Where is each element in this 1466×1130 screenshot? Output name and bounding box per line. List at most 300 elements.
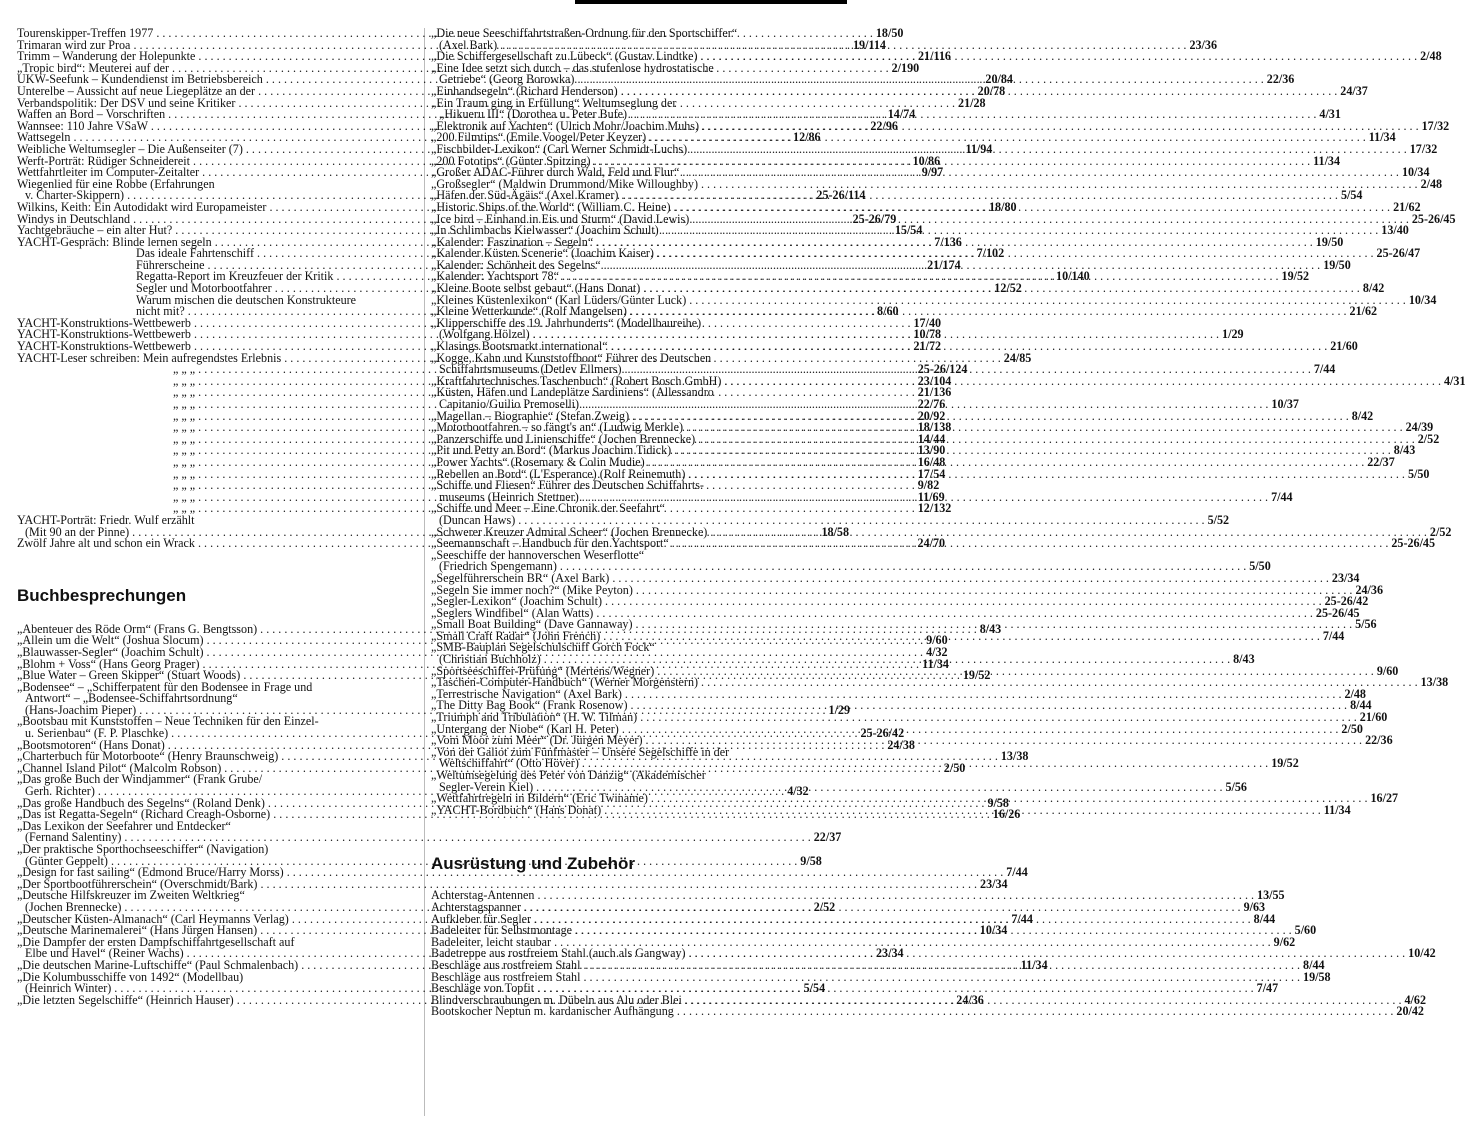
entry-title: Trimaran wird zur Proa . . . bbox=[17, 40, 850, 52]
entry-reference: 1/29 bbox=[1222, 327, 1244, 342]
entry-reference: 23/34 bbox=[1331, 570, 1360, 585]
entry-title-line: (Günter Geppelt) . . . bbox=[17, 856, 797, 868]
entry-reference: 22/36 bbox=[1266, 72, 1295, 87]
entry-title: Wilkins, Keith: Ein Autodidakt wird Europameister . . . bbox=[17, 202, 986, 214]
entry-title: „Die Schiffergesellschaft zu Lübeck“ (Gustav Lindtke) . . . bbox=[431, 51, 1417, 63]
entry-title-line: YACHT-Porträt: Friedr. Wulf erzählt bbox=[17, 512, 195, 527]
entry-title: „Blue Water – Green Skipper“ (Stuart Woods) . . . bbox=[17, 670, 960, 682]
entry-reference: 24/37 bbox=[1340, 83, 1368, 98]
entry-title: „Kleine Wetterkunde“ (Rolf Mangelsen) . . . bbox=[431, 306, 1347, 318]
entry-reference: 24/36 bbox=[956, 992, 984, 1007]
entry-title-line: „Der praktische Sporthochseeschiffer“ (Navigation) bbox=[17, 842, 269, 856]
entry-reference: 11/34 bbox=[1323, 802, 1351, 817]
entry-reference: 15/54 bbox=[894, 223, 923, 238]
entry-title: „ „ „ . . . bbox=[17, 411, 915, 423]
entry-reference: 4/32 bbox=[787, 784, 809, 799]
entry-title bbox=[431, 642, 1230, 665]
entry-title-line: Elbe und Havel“ (Reiner Wachs) . . . bbox=[17, 948, 873, 960]
entry-title-line: museums (Heinrich Stettner) . . . bbox=[431, 492, 1268, 504]
entry-reference: 23/104 bbox=[917, 373, 952, 388]
entry-title: Aufkleber für Segler . . . bbox=[431, 914, 1251, 926]
entry-title: „Ice bird – Einhand in Eis und Sturm“ (David Lewis) . . . bbox=[431, 214, 1409, 226]
top-rule bbox=[575, 0, 847, 4]
entry-reference: 8/42 bbox=[1351, 408, 1374, 423]
entry-title: „Panzerschiffe und Linienschiffe“ (Jochen Brennecke) . . . bbox=[431, 434, 1415, 446]
entry-title: Blindverschraubungen m. Dübeln aus Alu oder Blei . . . bbox=[431, 995, 1401, 1007]
entry-title: Wettfahrtleiter im Computer-Zeitalter . . . bbox=[17, 167, 919, 179]
entry-reference: 23/34 bbox=[876, 946, 904, 961]
entry-title: Unterelbe – Aussicht auf neue Liegeplätze an der . . . bbox=[17, 86, 975, 98]
entry-reference: 13/55 bbox=[1257, 888, 1285, 903]
entry-title-line: „Ein Traum ging in Erfüllung“ Weltumseglung der bbox=[431, 95, 677, 110]
entry-title-line: „Weltumsegelung des Peter von Danzig“ (Akademischer bbox=[431, 768, 706, 782]
entry-title: „Klasings Bootsmarkt international“ . . . bbox=[431, 341, 1327, 353]
entry-title-line: „Bodensee“ – „Schifferpatent für den Bodensee in Frage und bbox=[17, 679, 313, 694]
entry-title: UKW-Seefunk – Kundendienst im Betriebsbereich . . . bbox=[17, 74, 982, 86]
entry-title: „Wettfahrtregeln in Bildern“ (Eric Twiname) . . . bbox=[431, 793, 1367, 805]
entry-title-line: „Die Kolumbusschiffe von 1492“ (Modellbau) bbox=[17, 969, 244, 984]
entry-title-line: (Christian Buchholz) . . . bbox=[431, 654, 1230, 666]
entry-title: „Kalender: Faszination – Segeln“ . . . bbox=[431, 237, 1313, 249]
entry-title-line: „Das große Buch der Windjammer“ (Frank Grube/ bbox=[17, 772, 263, 787]
entry-reference: 2/48 bbox=[1344, 686, 1366, 701]
entry-title-line: (Heinrich Winter) . . . bbox=[17, 983, 801, 995]
entry-title: YACHT-Konstruktions-Wettbewerb . . . bbox=[17, 318, 911, 330]
entry-title-line: Getriebe“ (Georg Borowka) . . . bbox=[431, 74, 1264, 86]
entry-reference: 10/37 bbox=[1271, 397, 1299, 411]
entry-title: „YACHT-Bordbuch“ (Hans Donat) . . . bbox=[431, 805, 1321, 817]
entry-reference: 25-26/42 bbox=[1324, 594, 1369, 609]
entry-reference: 21/72 bbox=[913, 339, 942, 354]
entry-title-line: „Kogge, Kahn und Kunststoffboot“ Führer des Deutschen bbox=[431, 350, 712, 365]
entry-reference: 24/36 bbox=[1355, 582, 1383, 597]
entry-title: Achterstag-Antennen . . . bbox=[431, 890, 1254, 902]
entry-title bbox=[431, 387, 1268, 410]
entry-title: „ „ „ . . . bbox=[17, 399, 915, 411]
entry-title: Das ideale Fahrtenschiff . . . bbox=[17, 248, 974, 260]
entry-title: „Untergang der Niobe“ (Karl H. Peter) . . . bbox=[431, 724, 1338, 736]
entry-title-line: „Die Dampfer der ersten Dampfschiffahrtgesellschaft auf bbox=[17, 934, 295, 949]
entry-title-line: (Duncan Haws) . . . bbox=[431, 515, 1205, 527]
entry-title-line: Wiegenlied für eine Robbe (Erfahrungen bbox=[17, 176, 215, 191]
entry-reference: 25-26/124 bbox=[917, 362, 968, 377]
entry-title: „Kalender: Yachtsport 78“ . . . bbox=[431, 271, 1279, 283]
entry-title-line: „Seeschiffe der hannoverschen Weserflotte“ bbox=[431, 547, 645, 562]
entry-title: YACHT-Konstruktions-Wettbewerb . . . bbox=[17, 329, 911, 341]
entry-title: „Terrestrische Navigation“ (Axel Bark) . . . bbox=[431, 689, 1341, 701]
entry-title: Regatta-Report im Kreuzfeuer der Kritik . . . bbox=[17, 271, 1053, 283]
entry-reference: 8/44 bbox=[1253, 911, 1276, 926]
entry-title: „Elektronik auf Yachten“ (Ulrich Mohr/Joachim Muhs) . . . bbox=[431, 121, 1419, 133]
entry-reference: 9/58 bbox=[987, 795, 1009, 810]
entry-reference: 18/138 bbox=[917, 420, 952, 435]
entry-title-line: v. Charter-Skippern) . . . bbox=[17, 190, 813, 202]
entry-reference: 9/58 bbox=[800, 853, 822, 868]
entry-reference: 4/31 bbox=[1444, 373, 1466, 388]
entry-title: „ „ „ . . . bbox=[17, 422, 915, 434]
entry-title: „ „ „ . . . bbox=[17, 445, 915, 457]
entry-reference: 9/82 bbox=[917, 478, 940, 493]
entry-title: „Der Sportbootführerschein“ (Overschmidt/Bark) . . . bbox=[17, 879, 977, 891]
entry-title: „Seglers Windfibel“ (Alan Watts) . . . bbox=[431, 608, 1313, 620]
entry-reference: 11/34 bbox=[1020, 957, 1048, 972]
entry-reference: 19/52 bbox=[962, 668, 991, 683]
entry-title: Windys in Deutschland . . . bbox=[17, 214, 850, 226]
entry-reference: 19/50 bbox=[1315, 234, 1344, 249]
entry-title-line: „Schiffe und Meer – Eine Chronik der Seefahrt“ bbox=[431, 501, 665, 516]
entry-reference: 5/56 bbox=[1355, 617, 1377, 632]
entry-reference: 9/60 bbox=[926, 633, 948, 648]
entry-reference: 8/43 bbox=[1233, 652, 1255, 667]
entry-title: „Kleine Boote selbst gebaut“ (Hans Donat) . . . bbox=[431, 283, 1360, 295]
entry-title-line: Weltschiffahrt“ (Otto Höver) . . . bbox=[431, 758, 1268, 770]
entry-title: „200 Filmtips“ (Emile Voogel/Peter Keyzer) . . . bbox=[431, 132, 1366, 144]
entry-title-line: (Mit 90 an der Pinne) . . . bbox=[17, 527, 818, 539]
entry-reference: 24/85 bbox=[1003, 350, 1032, 365]
entry-title: „Blauwasser-Segler“ (Joachim Schult) . . . bbox=[17, 647, 923, 659]
entry-title: Verbandspolitik: Der DSV und seine Kritiker . . . bbox=[17, 98, 955, 110]
entry-reference: 2/50 bbox=[943, 760, 966, 775]
entry-reference: 8/43 bbox=[979, 621, 1002, 636]
entry-title: Segler und Motorbootfahrer . . . bbox=[17, 283, 991, 295]
entry-reference: 14/44 bbox=[917, 431, 946, 446]
entry-reference: 5/56 bbox=[1225, 779, 1247, 794]
entry-reference: 2/52 bbox=[1417, 431, 1440, 446]
entry-title: „Sportseeschiffer-Prüfung“ (Mertens/Wegner) . . . bbox=[431, 666, 1374, 678]
entry-title-line: „SMB-Bauplan Segelschulschiff Gorch Fock“ bbox=[431, 640, 655, 655]
entry-title: „ „ „ . . . bbox=[17, 434, 915, 446]
entry-reference: 4/32 bbox=[926, 644, 948, 659]
entry-title: „In Schlimbachs Kielwasser“ (Joachim Schult) . . . bbox=[431, 225, 1378, 237]
entry-title: „Deutsche Marinemalerei“ (Hans Jürgen Hansen) . . . bbox=[17, 925, 977, 937]
entry-reference: 5/50 bbox=[1407, 466, 1430, 481]
entry-title: „ „ „ . . . bbox=[17, 492, 915, 504]
entry-reference: 21/116 bbox=[917, 49, 951, 64]
entry-title: „Charterbuch für Motorboote“ (Henry Braunschweig) . . . bbox=[17, 751, 998, 763]
entry-reference: 24/39 bbox=[1405, 420, 1434, 435]
entry-title-line: Warum mischen die deutschen Konstrukteure bbox=[136, 292, 357, 307]
entry-title: „Design for fast sailing“ (Edmond Bruce/Harry Morss) . . . bbox=[17, 867, 1003, 879]
entry-title: „The Ditty Bag Book“ (Frank Rosenow) . . . bbox=[431, 700, 1347, 712]
entry-reference: 12/132 bbox=[917, 501, 952, 516]
entry-title: Beschläge aus rostfreiem Stahl . . . bbox=[431, 972, 1300, 984]
entry-title: Badeleiter für Selbstmontage . . . bbox=[431, 925, 1292, 937]
entry-reference: 11/69 bbox=[917, 489, 945, 504]
entry-title: „Einhandsegeln“ (Richard Henderson) . . . bbox=[431, 86, 1337, 98]
entry-reference: 25-26/45 bbox=[1411, 211, 1456, 226]
entry-title bbox=[431, 547, 1246, 574]
entry-title: „Vom Moor zum Meer“ (Dr. Jürgen Meyer) . . . bbox=[431, 735, 1362, 747]
entry-reference: 10/34 bbox=[1401, 165, 1430, 180]
entry-title-line: „Hikueru III“ (Dorothea u. Peter Bufe) . . . bbox=[431, 109, 1316, 121]
entry-title: „Kalender Küsten Scenerie“ (Joachim Kaiser) . . . bbox=[431, 248, 1374, 260]
entry-title-line: (Wolfgang Hölzel) . . . bbox=[431, 329, 1219, 341]
entry-reference: 2/50 bbox=[1341, 721, 1363, 736]
entry-title bbox=[431, 480, 1268, 503]
entry-reference: 11/34 bbox=[922, 656, 949, 671]
entry-reference: 16/48 bbox=[917, 454, 946, 469]
entry-reference: 21/62 bbox=[1393, 199, 1421, 214]
entry-title: „Die letzten Segelschiffe“ (Heinrich Hauser) . . . bbox=[17, 995, 953, 1007]
entry-title bbox=[431, 350, 1311, 377]
entry-reference: 22/76 bbox=[917, 397, 946, 411]
entry-reference: 16/27 bbox=[1370, 791, 1399, 806]
entry-title: Weibliche Weltumsegler – Die Außenseiter (7) . . . bbox=[17, 144, 962, 156]
entry-title-line: (Fernand Salentiny) . . . bbox=[17, 832, 811, 844]
entry-reference: 25-26/79 bbox=[852, 211, 897, 226]
entry-reference: 20/92 bbox=[917, 408, 946, 423]
entry-title: „Small Craft Radar“ (John French) . . . bbox=[431, 631, 1320, 643]
entry-reference: 23/34 bbox=[980, 876, 1008, 891]
entry-title: Wattsegeln . . . bbox=[17, 132, 790, 144]
entry-title: „Das große Handbuch des Segelns“ (Roland Denk) . . . bbox=[17, 798, 984, 810]
entry-title-line: „Bootsbau mit Kunststoffen – Neue Techniken für den Einzel- bbox=[17, 714, 319, 729]
entry-title: „Power Yachts“ (Rosemary & Colin Mudie) . . . bbox=[431, 457, 1364, 469]
entry-title bbox=[431, 770, 1222, 793]
entry-title-line: (Jochen Brennecke) . . . bbox=[17, 902, 811, 914]
entry-reference: 19/114 bbox=[853, 37, 886, 52]
entry-reference: 12/52 bbox=[994, 281, 1022, 296]
entry-title: „Segler-Lexikon“ (Joachim Schult) . . . bbox=[431, 596, 1322, 608]
entry-reference: 2/190 bbox=[891, 60, 920, 75]
entry-reference: 10/86 bbox=[912, 153, 941, 168]
entry-title: YACHT-Gespräch: Blinde lernen segeln . . . bbox=[17, 237, 931, 249]
entry-title: Yachtgebräuche – ein alter Hut? . . . bbox=[17, 225, 892, 237]
entry-reference: 7/47 bbox=[1256, 981, 1279, 996]
entry-reference: 17/32 bbox=[1421, 118, 1450, 133]
entry-title: Zwölf Jahre alt und schon ein Wrack . . . bbox=[17, 538, 915, 550]
entry-reference: 25-26/114 bbox=[816, 188, 866, 203]
entry-reference: 13/90 bbox=[917, 443, 946, 458]
entry-title: „Pit und Petty an Bord“ (Markus Joachim Tidick) . . . bbox=[431, 445, 1391, 457]
entry-reference: 19/50 bbox=[1323, 257, 1351, 272]
entry-reference: 7/136 bbox=[934, 234, 962, 249]
entry-title: YACHT-Konstruktions-Wettbewerb . . . bbox=[17, 341, 911, 353]
entry-reference: 10/34 bbox=[979, 923, 1008, 938]
entry-title: „Kleines Küstenlexikon“ (Karl Lüders/Günter Luck) . . . bbox=[431, 295, 1406, 307]
section-heading-ausruestung: Ausrüstung und Zubehör bbox=[431, 854, 635, 874]
entry-reference: 7/44 bbox=[1271, 489, 1293, 504]
entry-title: „Fischbilder-Lexikon“ (Carl Werner Schmidt-Luchs) . . . bbox=[431, 144, 1407, 156]
entry-reference: 8/60 bbox=[877, 304, 899, 319]
entry-reference: 22/37 bbox=[813, 830, 842, 845]
entry-reference: 9/60 bbox=[1376, 663, 1399, 678]
entry-title-line: „Das Lexikon der Seefahrer und Entdecker“ bbox=[17, 818, 231, 833]
entry-title bbox=[431, 28, 1186, 51]
entry-reference: 5/54 bbox=[803, 981, 826, 996]
entry-title: Badeleiter, leicht staubar . . . bbox=[431, 937, 1271, 949]
entry-reference: 20/42 bbox=[1396, 1004, 1424, 1019]
entry-title-line: (Axel Bark) . . . bbox=[431, 40, 1186, 52]
entry-title bbox=[431, 60, 1264, 87]
entry-title: „Tropic bird“: Meuterei auf der . . . bbox=[17, 63, 889, 75]
entry-reference: 10/78 bbox=[913, 327, 942, 342]
entry-title: „Großer ADAC-Führer durch Wald, Feld und Flur“ . . . bbox=[431, 167, 1399, 179]
entry-title: „Channel Island Pilot“ (Malcolm Robson) . . . bbox=[17, 763, 941, 775]
entry-reference: 25-26/47 bbox=[1376, 246, 1421, 261]
entry-title: YACHT-Leser schreiben: Mein aufregendstes Erlebnis . . . bbox=[17, 353, 1001, 365]
entry-reference: 22/36 bbox=[1365, 733, 1393, 748]
entry-reference: 7/44 bbox=[1011, 911, 1033, 926]
entry-title: „Segelführerschein BR“ (Axel Bark) . . . bbox=[431, 573, 1329, 585]
entry-reference: 12/86 bbox=[793, 130, 821, 145]
entry-reference: 25-26/45 bbox=[1315, 605, 1360, 620]
entry-title: „ „ „ . . . bbox=[17, 469, 915, 481]
entry-title: „Allein um die Welt“ (Joshua Slocum) . . . bbox=[17, 635, 923, 647]
entry-title-line: nicht mit? . . . bbox=[136, 306, 874, 318]
entry-reference: 14/74 bbox=[887, 107, 916, 122]
entry-reference: 18/50 bbox=[875, 26, 904, 40]
entry-reference: 24/38 bbox=[887, 737, 915, 752]
entry-title: Badetreppe aus rostfreiem Stahl (auch als Gangway) . . . bbox=[431, 948, 1405, 960]
entry-reference: 21/60 bbox=[1330, 339, 1358, 354]
entry-reference: 17/54 bbox=[917, 466, 946, 481]
entry-title-line: (Hans-Joachim Pieper) . . . bbox=[17, 705, 826, 717]
entry-title: Wannsee: 110 Jahre VSaW . . . bbox=[17, 121, 867, 133]
entry-title: Werft-Porträt: Rüdiger Schneidereit . . . bbox=[17, 156, 910, 168]
entry-title: „Segeln Sie immer noch?“ (Mike Peyton) . . . bbox=[431, 585, 1352, 597]
index-entry bbox=[17, 818, 842, 845]
entry-title-line: „Schiffe und Fliesen“ Führer des Deutschen Schiffahrts- bbox=[431, 478, 704, 493]
entry-reference: 9/97 bbox=[921, 165, 944, 180]
entry-reference: 10/140 bbox=[1056, 269, 1090, 284]
entry-title: Beschläge aus rostfreiem Stahl . . . bbox=[431, 960, 1300, 972]
index-entry bbox=[431, 1004, 1424, 1019]
entry-reference: 21/136 bbox=[917, 385, 952, 400]
entry-title: „Bootsmotoren“ (Hans Donat) . . . bbox=[17, 740, 884, 752]
entry-title: „Small Boat Building“ (Dave Gannaway) . . . bbox=[431, 619, 1352, 631]
entry-reference: 11/34 bbox=[1368, 130, 1396, 145]
entry-reference: 21/28 bbox=[958, 95, 986, 110]
entry-reference: 2/52 bbox=[813, 899, 836, 914]
entry-title-line: „Deutsche Hilfskreuzer im Zweiten Weltkrieg“ bbox=[17, 888, 245, 903]
entry-reference: 5/52 bbox=[1207, 512, 1230, 527]
entry-title: „Abenteuer des Röde Orm“ (Frans G. Bengtsson) . . . bbox=[17, 624, 977, 636]
entry-title: Bootskocher Neptun m. kardanischer Aufhängung . . . bbox=[431, 1006, 1393, 1018]
entry-title: „Historic Ships of the World“ (William C. Heine) . . . bbox=[431, 202, 1390, 214]
entry-title: „Rebellen an Bord“ (L'Esperance) (Rolf Reinemuth) . . . bbox=[431, 469, 1405, 481]
entry-reference: 5/54 bbox=[1340, 188, 1363, 203]
entry-reference: 13/38 bbox=[1420, 675, 1449, 690]
entry-reference: 2/48 bbox=[1420, 49, 1442, 64]
entry-reference: 24/70 bbox=[917, 536, 946, 551]
entry-reference: 21/62 bbox=[1349, 304, 1378, 319]
entry-title: „200 Fototips“ (Günter Spitzing) . . . bbox=[431, 156, 1310, 168]
entry-reference: 19/52 bbox=[1271, 756, 1299, 771]
entry-title: „Kraftfahrtechnisches Taschenbuch“ (Robert Bosch GmbH) . . . bbox=[431, 376, 1441, 388]
entry-title: „Kalender: Schönheit des Segelns“ . . . bbox=[431, 260, 1320, 272]
entry-title: „Blohm + Voss“ (Hans Georg Prager) . . . bbox=[17, 659, 919, 671]
entry-title: „Schwerer Kreuzer Admiral Scheer“ (Jochen Brennecke) . . . bbox=[431, 527, 1427, 539]
entry-reference: 7/44 bbox=[1322, 628, 1345, 643]
entry-reference: 5/50 bbox=[1249, 559, 1271, 574]
index-entry bbox=[431, 547, 1271, 574]
entry-title: „Deutscher Küsten-Almanach“ (Carl Heymanns Verlag) . . . bbox=[17, 914, 1008, 926]
entry-reference: 8/42 bbox=[1362, 281, 1385, 296]
entry-reference: 13/38 bbox=[1000, 749, 1029, 764]
entry-title: Waffen an Bord – Vorschriften . . . bbox=[17, 109, 885, 121]
entry-reference: 20/78 bbox=[977, 83, 1006, 98]
entry-reference: 20/84 bbox=[985, 72, 1013, 87]
entry-reference: 22/96 bbox=[870, 118, 898, 133]
entry-title: Achterstagspanner . . . bbox=[431, 902, 1241, 914]
entry-title: „Großsegler“ (Maldwin Drummond/Mike Willoughby) . . . bbox=[431, 179, 1418, 191]
entry-title-line: „Klipperschiffe des 19. Jahrhunderts“ (Modellbaureihe) bbox=[431, 315, 702, 330]
entry-reference: 11/34 bbox=[1313, 153, 1341, 168]
entry-reference: 25-26/42 bbox=[860, 726, 905, 741]
entry-title-line: „Von der Galiot zum Fünfmaster – Unsere Segelschiffe in der bbox=[431, 744, 730, 759]
index-entry bbox=[431, 768, 1247, 794]
entry-reference: 13/40 bbox=[1381, 223, 1409, 238]
entry-title: Beschläge von Topfit . . . bbox=[431, 983, 1254, 995]
entry-reference: 2/48 bbox=[1420, 176, 1443, 191]
entry-reference: 8/44 bbox=[1350, 698, 1372, 713]
entry-title: „Motorbootfahren – so fängt's an“ (Ludwig Merkle) . . . bbox=[431, 422, 1403, 434]
entry-title-line: „Eine Idee setzt sich durch – das stufenlose hydrostatische bbox=[431, 60, 714, 75]
entry-title: „Die deutschen Marine-Luftschiffe“ (Paul Schmalenbach) . . . bbox=[17, 960, 1018, 972]
entry-title-line: Capitanio/Guilio Premoselli) . . . bbox=[431, 399, 1268, 411]
entry-reference: 10/42 bbox=[1408, 946, 1436, 961]
entry-reference: 11/94 bbox=[965, 141, 993, 156]
entry-reference: 19/52 bbox=[1281, 269, 1310, 284]
entry-title: „Häfen der Süd-Ägäis“ (Axel Kramer) . . . bbox=[431, 190, 1338, 202]
entry-title bbox=[431, 95, 1316, 122]
entry-reference: 19/58 bbox=[1303, 969, 1331, 984]
entry-reference: 18/80 bbox=[989, 199, 1017, 214]
entry-title-line: u. Serienbau“ (F. P. Plaschke) . . . bbox=[17, 728, 857, 740]
entry-title bbox=[431, 315, 1219, 342]
entry-reference: 21/60 bbox=[1359, 710, 1388, 725]
entry-title-line: „Die neue Seeschiffahrtstraßen-Ordnung für den Sportschiffer“ bbox=[431, 26, 738, 40]
entry-title: „Seemannschaft – Handbuch für den Yachtsport“ . . . bbox=[431, 538, 1388, 550]
entry-title: „ „ „ . . . bbox=[17, 457, 915, 469]
entry-title: „ „ „ . . . bbox=[17, 480, 915, 492]
entry-title: Trimm – Wanderung der Holepunkte . . . bbox=[17, 51, 915, 63]
entry-title: Führerscheine . . . bbox=[17, 260, 924, 272]
entry-reference: 8/43 bbox=[1393, 443, 1416, 458]
entry-title-line: „Küsten, Häfen und Landeplätze Sardiniens“ (Allessandro bbox=[431, 385, 714, 400]
entry-reference: 23/36 bbox=[1189, 37, 1218, 52]
entry-title-line: Schiffahrtsmuseums (Detlev Ellmers) . . . bbox=[431, 364, 1311, 376]
entry-title-line: (Friedrich Spengemann) . . . bbox=[431, 561, 1246, 573]
entry-reference: 17/40 bbox=[913, 315, 942, 330]
section-heading-buchbesprechungen: Buchbesprechungen bbox=[17, 585, 187, 605]
entry-reference: 2/52 bbox=[1429, 524, 1452, 539]
entry-reference: 21/174 bbox=[927, 257, 961, 272]
entry-reference: 7/44 bbox=[1006, 865, 1028, 880]
entry-reference: 7/44 bbox=[1313, 362, 1336, 377]
entry-reference: 16/26 bbox=[992, 807, 1021, 822]
entry-reference: 1/29 bbox=[828, 702, 851, 717]
entry-title: „Triumph and Tribulation“ (H. W. Tilman) . . . bbox=[431, 712, 1357, 724]
entry-title: „Das ist Regatta-Segeln“ (Richard Creagh-Osborne) . . . bbox=[17, 809, 990, 821]
entry-title: „Taschen-Computer-Handbuch“ (Werner Morgenstern) . . . bbox=[431, 677, 1418, 689]
entry-reference: 18/58 bbox=[821, 524, 850, 539]
entry-title-line: Gerh. Richter) . . . bbox=[17, 786, 784, 798]
entry-reference: 8/44 bbox=[1303, 957, 1325, 972]
entry-reference: 4/31 bbox=[1319, 107, 1341, 122]
entry-title: „ „ „ . . . bbox=[17, 376, 915, 388]
entry-reference: 22/37 bbox=[1367, 454, 1395, 469]
entry-title: „Magellan – Biographie“ (Stefan Zweig) . . . bbox=[431, 411, 1349, 423]
entry-title-line: Antwort“ – „Bodensee-Schiffahrtsordnung“ bbox=[25, 691, 238, 706]
entry-title: „ „ „ . . . bbox=[17, 503, 915, 515]
entry-title-line: Segler-Verein Kiel) . . . bbox=[431, 782, 1222, 794]
entry-reference: 7/102 bbox=[976, 246, 1005, 261]
entry-title: „ „ „ . . . bbox=[17, 387, 915, 399]
entry-title bbox=[431, 503, 1205, 526]
entry-title: Tourenskipper-Treffen 1977 . . . bbox=[17, 28, 873, 40]
